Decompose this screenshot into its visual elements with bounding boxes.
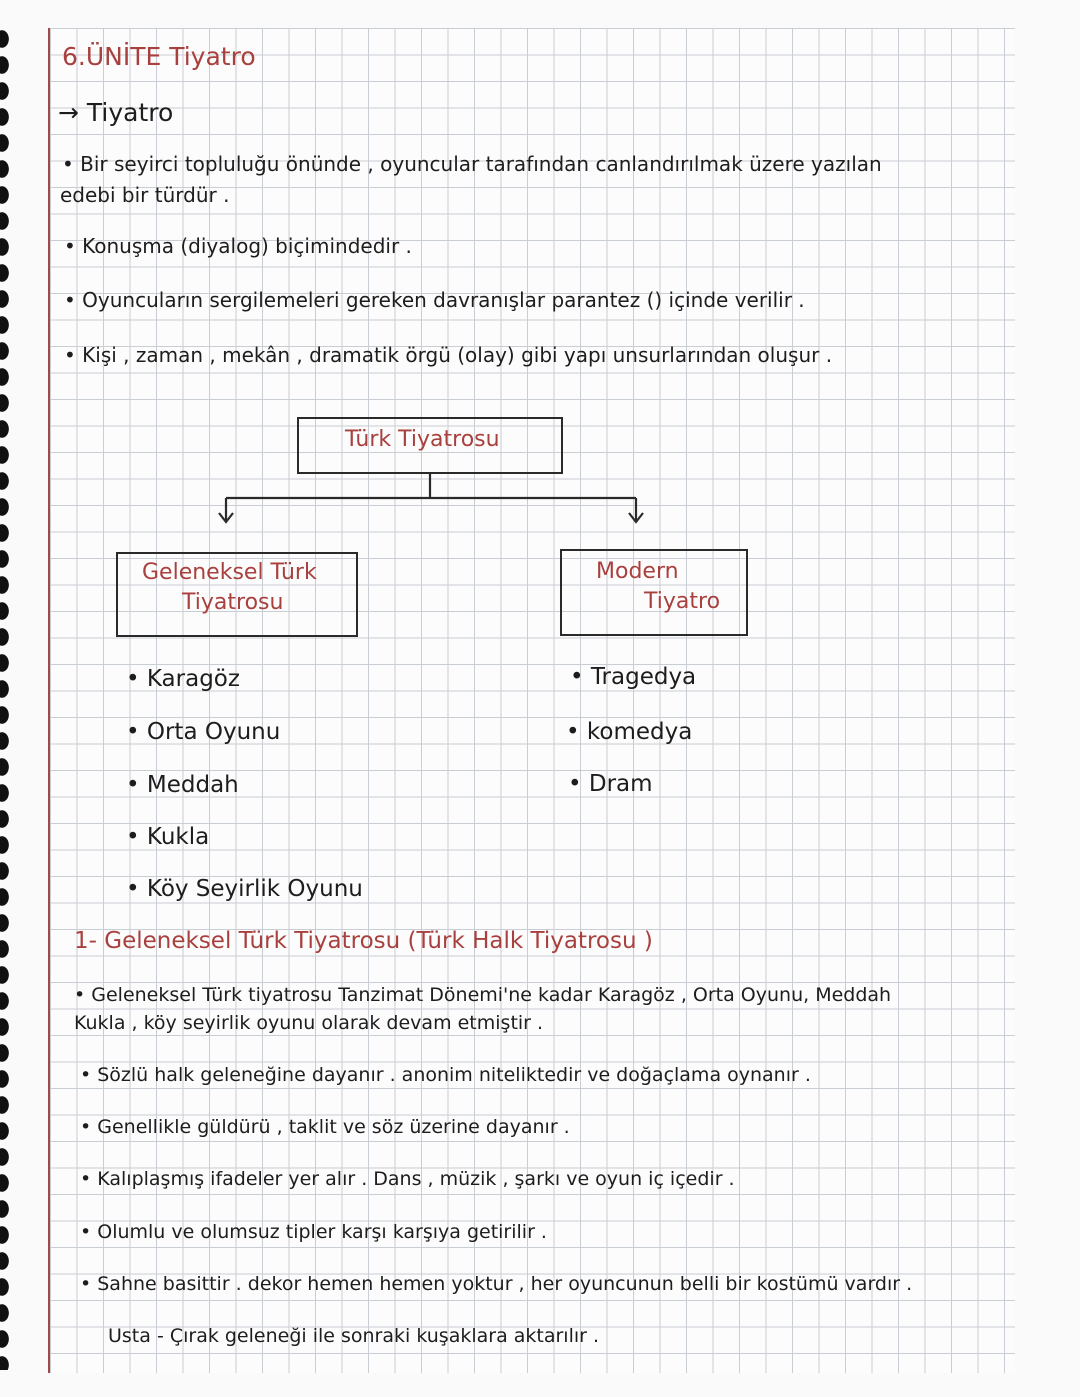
- section-line-7: Usta - Çırak geleneği ile sonraki kuşaklara aktarılır .: [108, 1325, 600, 1347]
- traditional-item-3: • Meddah: [126, 772, 239, 798]
- traditional-item-2: • Orta Oyunu: [126, 719, 281, 745]
- section-title: 1- Geleneksel Türk Tiyatrosu (Türk Halk Tiyatrosu ): [74, 928, 653, 954]
- section-line-6: • Sahne basittir . dekor hemen hemen yoktur , her oyuncunun belli bir kostümü vardır .: [80, 1273, 913, 1295]
- section-line-4: • Kalıplaşmış ifadeler yer alır . Dans , müzik , şarkı ve oyun iç içedir .: [80, 1168, 735, 1190]
- traditional-item-4: • Kukla: [126, 824, 210, 850]
- traditional-item-5: • Köy Seyirlik Oyunu: [126, 876, 363, 902]
- intro-bullet-3: • Oyuncuların sergilemeleri gereken davranışlar parantez () içinde verilir .: [64, 288, 805, 312]
- section-line-5: • Olumlu ve olumsuz tipler karşı karşıya getirilir .: [80, 1221, 547, 1243]
- root-label: Türk Tiyatrosu: [345, 427, 500, 452]
- section-line-2: • Sözlü halk geleneğine dayanır . anonim niteliktedir ve doğaçlama oynanır .: [80, 1064, 811, 1086]
- modern-item-1: • Tragedya: [570, 664, 697, 690]
- intro-bullet-1: • Bir seyirci topluluğu önünde , oyuncular tarafından canlandırılmak üzere yazılan: [62, 152, 882, 176]
- traditional-label-line2: Tiyatrosu: [182, 590, 284, 615]
- intro-bullet-4: • Kişi , zaman , mekân , dramatik örgü (olay) gibi yapı unsurlarından oluşur .: [64, 343, 833, 367]
- modern-item-3: • Dram: [568, 771, 653, 797]
- subheading: → Tiyatro: [58, 98, 174, 127]
- section-line-3: • Genellikle güldürü , taklit ve söz üzerine dayanır .: [80, 1116, 570, 1138]
- intro-bullet-2: • Konuşma (diyalog) biçimindedir .: [64, 234, 412, 258]
- section-line-1: • Geleneksel Türk tiyatrosu Tanzimat Dönemi'ne kadar Karagöz , Orta Oyunu, Meddah: [74, 984, 892, 1006]
- root-box: [297, 417, 563, 474]
- traditional-theatre-box: [116, 552, 358, 637]
- modern-label-line2: Tiyatro: [644, 589, 721, 614]
- section-line-1-cont: Kukla , köy seyirlik oyunu olarak devam etmiştir .: [74, 1012, 544, 1034]
- modern-item-2: • komedya: [566, 719, 693, 745]
- traditional-item-1: • Karagöz: [126, 666, 240, 692]
- modern-theatre-box: [560, 549, 748, 636]
- traditional-label-line1: Geleneksel Türk: [142, 560, 317, 585]
- unit-heading: 6.ÜNİTE Tiyatro: [62, 42, 256, 71]
- intro-bullet-1-cont: edebi bir türdür .: [60, 183, 230, 207]
- modern-label-line1: Modern: [596, 559, 679, 584]
